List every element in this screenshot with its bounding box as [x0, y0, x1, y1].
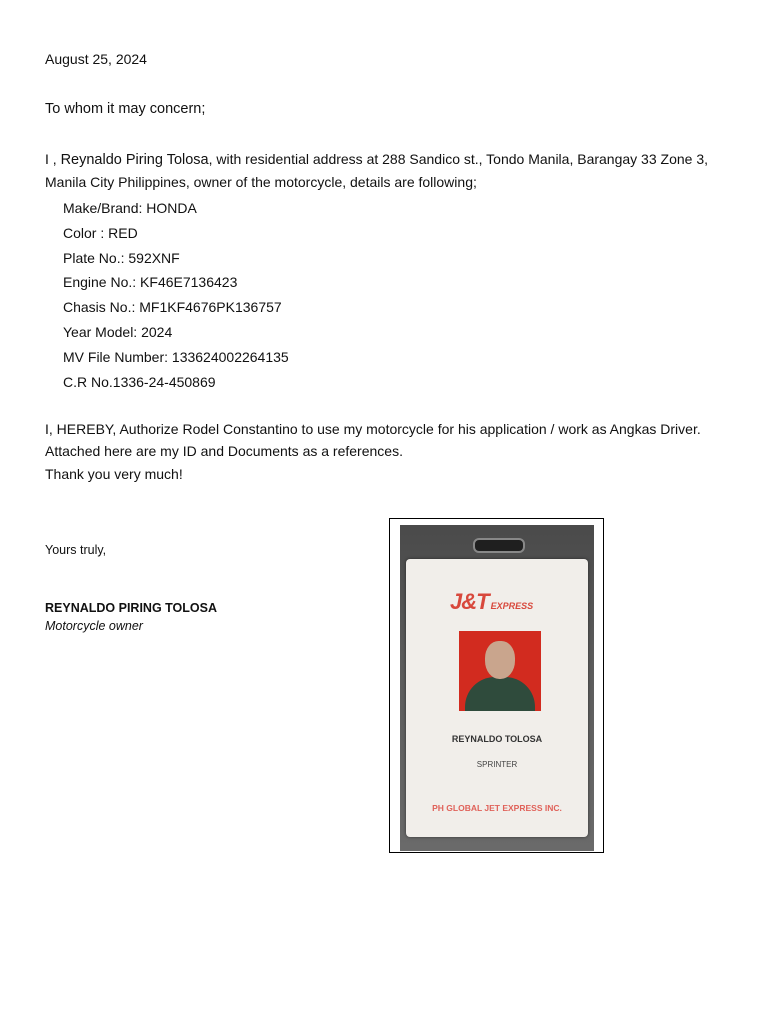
- authorized-person: Rodel Constantino: [182, 421, 298, 437]
- letter-greeting: To whom it may concern;: [45, 101, 206, 117]
- id-holder-background: [400, 525, 594, 851]
- authorize-prefix: I, HEREBY, Authorize: [45, 421, 183, 437]
- portrait-shoulders: [465, 677, 535, 711]
- id-card: [406, 559, 588, 837]
- owner-full-name: Reynaldo Piring Tolosa: [60, 152, 209, 168]
- detail-mv-file: MV File Number: 133624002264135: [63, 348, 289, 365]
- intro-prefix: I ,: [45, 151, 61, 167]
- id-card-role: SPRINTER: [476, 760, 518, 769]
- id-card-company: PH GLOBAL JET EXPRESS INC.: [432, 803, 562, 813]
- thanks-line: Thank you very much!: [45, 466, 183, 482]
- detail-year: Year Model: 2024: [63, 323, 173, 340]
- logo-sub: EXPRESS: [490, 601, 534, 611]
- lanyard-slot: [473, 538, 525, 553]
- detail-engine: Engine No.: KF46E7136423: [63, 274, 238, 291]
- id-card-photo: [389, 518, 604, 853]
- signature-name: REYNALDO PIRING TOLOSA: [45, 601, 218, 615]
- detail-cr: C.R No.1336-24-450869: [63, 373, 216, 390]
- letter-date: August 25, 2024: [45, 51, 147, 67]
- detail-make: Make/Brand: HONDA: [63, 200, 197, 216]
- motorcycle-details-list: [63, 196, 289, 394]
- id-card-name: REYNALDO TOLOSA: [451, 734, 543, 744]
- id-portrait: [459, 631, 541, 711]
- detail-plate: Plate No.: 592XNF: [63, 249, 180, 266]
- detail-chasis: Chasis No.: MF1KF4676PK136757: [63, 299, 282, 316]
- intro-rest: , with residential address at 288 Sandico st., Tondo Manila, Barangay 33 Zone 3, Manila City Philippines, owner of the motorcycle, details are following;: [45, 151, 708, 190]
- authorization-paragraph: [45, 418, 735, 462]
- signature-title: Motorcycle owner: [45, 619, 143, 633]
- detail-color: Color : RED: [63, 224, 138, 241]
- authorize-rest: to use my motorcycle for his application / work as Angkas Driver. Attached here are my ID and Documents as a references.: [45, 421, 701, 459]
- jt-express-logo: [450, 589, 533, 615]
- closing-line: Yours truly,: [45, 543, 107, 557]
- portrait-head: [485, 641, 515, 679]
- intro-paragraph: [45, 148, 735, 193]
- logo-main: J&T: [450, 589, 489, 614]
